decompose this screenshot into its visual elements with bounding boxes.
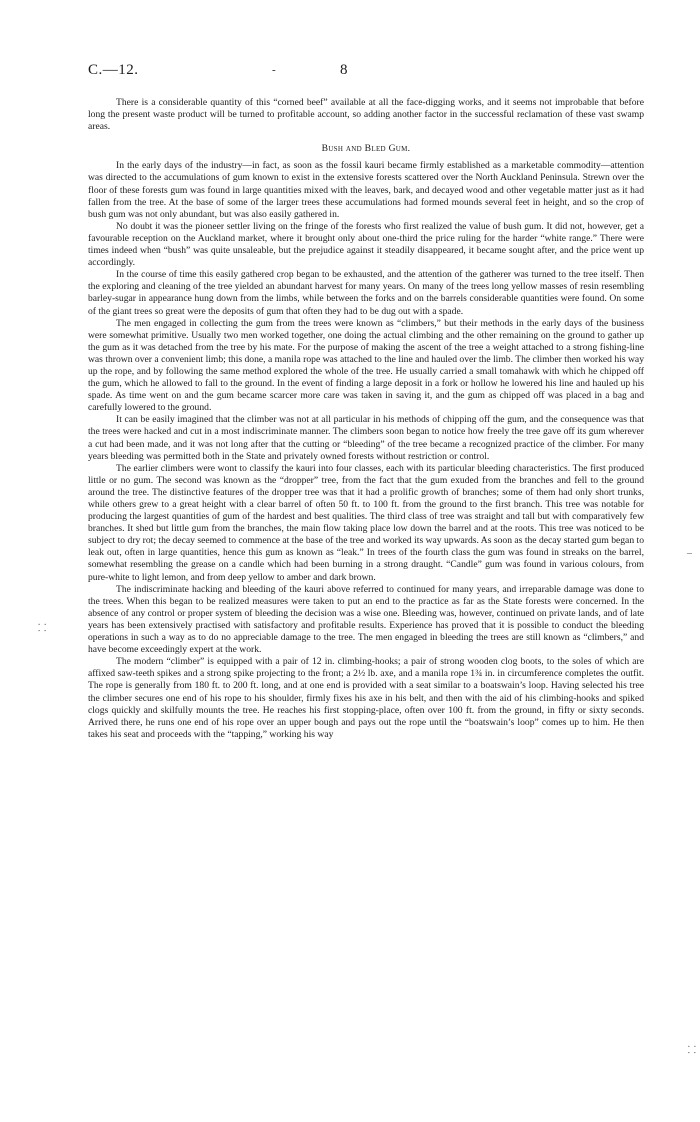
paragraph: It can be easily imagined that the climber was not at all particular in his methods of chipping off the gum, and the consequence was that the trees were hacked and cut in a most indiscriminate manner. The climbers soon began to notice how freely the tree gave off its gum wherever a cut had been made, and it was not long after that the cutting or “bleeding” of the tree became a recognized practice of the climber. For many years bleeding was permitted both in the State and privately owned forests without restriction or control.	[88, 414, 644, 462]
paragraph: The men engaged in collecting the gum from the trees were known as “climbers,” but their methods in the early days of the business were somewhat primitive. Usually two men worked together, one doing the actual climbing and the other remaining on the ground to gather up the gum as it was detached from the tree by his mate. For the purpose of making the ascent of the tree a weight attached to a strong fishing-line was thrown over a convenient limb; this done, a manila rope was attached to the line and hauled over the limb. The climber then worked his way up the rope, and by following the same method explored the whole of the tree. He usually carried a small tomahawk with which he chipped off the gum, which he allowed to fall to the ground. In the event of finding a large deposit in a fork or hollow he lowered his line and hauled up his spade. As time went on and the gum became scarcer more care was taken in saving it, and the gum as chipped off was placed in a bag and carefully lowered to the ground.	[88, 317, 644, 414]
body-text	[88, 97, 644, 741]
paragraph: The modern “climber” is equipped with a pair of 12 in. climbing-hooks; a pair of strong wooden clog boots, to the soles of which are affixed saw-teeth spikes and a strong spike projecting to the front; a 2½ lb. axe, and a manila rope 1¾ in. in circumference completes the outfit. The rope is generally from 180 ft. to 200 ft. long, and at one end is provided with a seat similar to a boatswain’s loop. Having selected his tree the climber secures one end of his rope to his shoulder, firmly fixes his axe in his belt, and then with the aid of his climbing-hooks and spiked clogs quickly and skilfully mounts the tree. He reaches his first stopping-place, often over 100 ft. from the ground, in fifty or sixty seconds. Arrived there, he runs one end of his rope over an upper bough and pays out the rope until the “boatswain’s loop” comes up to him. He then takes his seat and proceeds with the “tapping,” working his way	[88, 656, 644, 740]
paragraph: There is a considerable quantity of this “corned beef” available at all the face-digging works, and it seems not improbable that before long the present waste product will be turned to profitable account, so adding another factor in the successful reclamation of these vast swamp areas.	[88, 97, 644, 133]
section-heading: Bush and Bled Gum.	[321, 143, 411, 155]
report-reference: C.—12.	[88, 62, 139, 78]
scan-mark: ⸬	[38, 623, 47, 634]
header-dash: -	[272, 64, 276, 76]
paragraph: In the early days of the industry—in fact, as soon as the fossil kauri became firmly established as a marketable commodity—attention was directed to the accumulations of gum known to exist in the extensive forests scattered over the North Auckland Peninsula. Strewn over the floor of these forests gum was found in large quantities mixed with the leaves, bark, and decayed wood and other vegetable matter just as it had fallen from the tree. At the base of some of the larger trees these accumulations had formed mounds several feet in height, and so the crop of bush gum was not only abundant, but was also easily gathered in.	[88, 160, 644, 220]
paragraph: No doubt it was the pioneer settler living on the fringe of the forests who first realized the value of bush gum. It did not, however, get a favourable reception on the Auckland market, where it brought only about one-third the price ruling for the harder “white range.” There were times indeed when “bush” was quite unsaleable, but the prejudice against it steadily disappeared, it became sought after, and the price went up accordingly.	[88, 220, 644, 269]
paragraph: The earlier climbers were wont to classify the kauri into four classes, each with its particular bleeding characteristics. The first produced little or no gum. The second was known as the “dropper” tree, from the fact that the gum exuded from the branches and fell to the ground around the tree. The distinctive features of the dropper tree was that it had a prolific growth of branches; some of them had only short trunks, while others grew to a great height with a clear barrel of often 50 ft. to 100 ft. from the ground to the first branch. This tree was notable for producing the largest quantities of gum of the hardest and best qualities. The third class of tree was straight and tall but with comparatively few branches. It shed but little gum from the branches, the main flow taking place low down the barrel and at the roots. This tree was noticed to be subject to dry rot; the decay seemed to commence at the base of the tree and worked its way upwards. As soon as the decay started gum began to leak out, often in large quantities, hence this gum as known as “leak.” In trees of the fourth class the gum was found in streaks on the barrel, somewhat resembling the grease on a candle which had been burning in a strong draught. “Candle” gum was found in various colours, from pure-white to light lemon, and from deep yellow to amber and dark brown.	[88, 462, 644, 583]
paragraph: In the course of time this easily gathered crop began to be exhausted, and the attention of the gatherer was turned to the tree itself. Then the exploring and cleaning of the tree yielded an abundant harvest for many years. On many of the trees long yellow masses of resin resembling barley-sugar in appearance hung down from the limbs, while between the forks and on the barrels considerable quantities were found. On some of the giant trees so great were the deposits of gum that often they had to be dug out with a spade.	[88, 269, 644, 317]
scan-mark: –	[687, 548, 692, 559]
page-number: 8	[340, 62, 348, 78]
scan-mark: ⸬	[687, 1045, 696, 1056]
paragraph: The indiscriminate hacking and bleeding of the kauri above referred to continued for many years, and irreparable damage was done to the trees. When this began to be realized measures were taken to put an end to the practice as far as the State forests were concerned. In the absence of any control or proper system of bleeding the decision was a wise one. Bleeding was, however, continued on private lands, and of late years has been extensively practised with satisfactory and profitable results. Experience has proved that it is possible to conduct the bleeding operations in such a way as to do no appreciable damage to the tree. The men engaged in bleeding the trees are still known as “climbers,” and have become exceedingly expert at the work.	[88, 583, 644, 656]
